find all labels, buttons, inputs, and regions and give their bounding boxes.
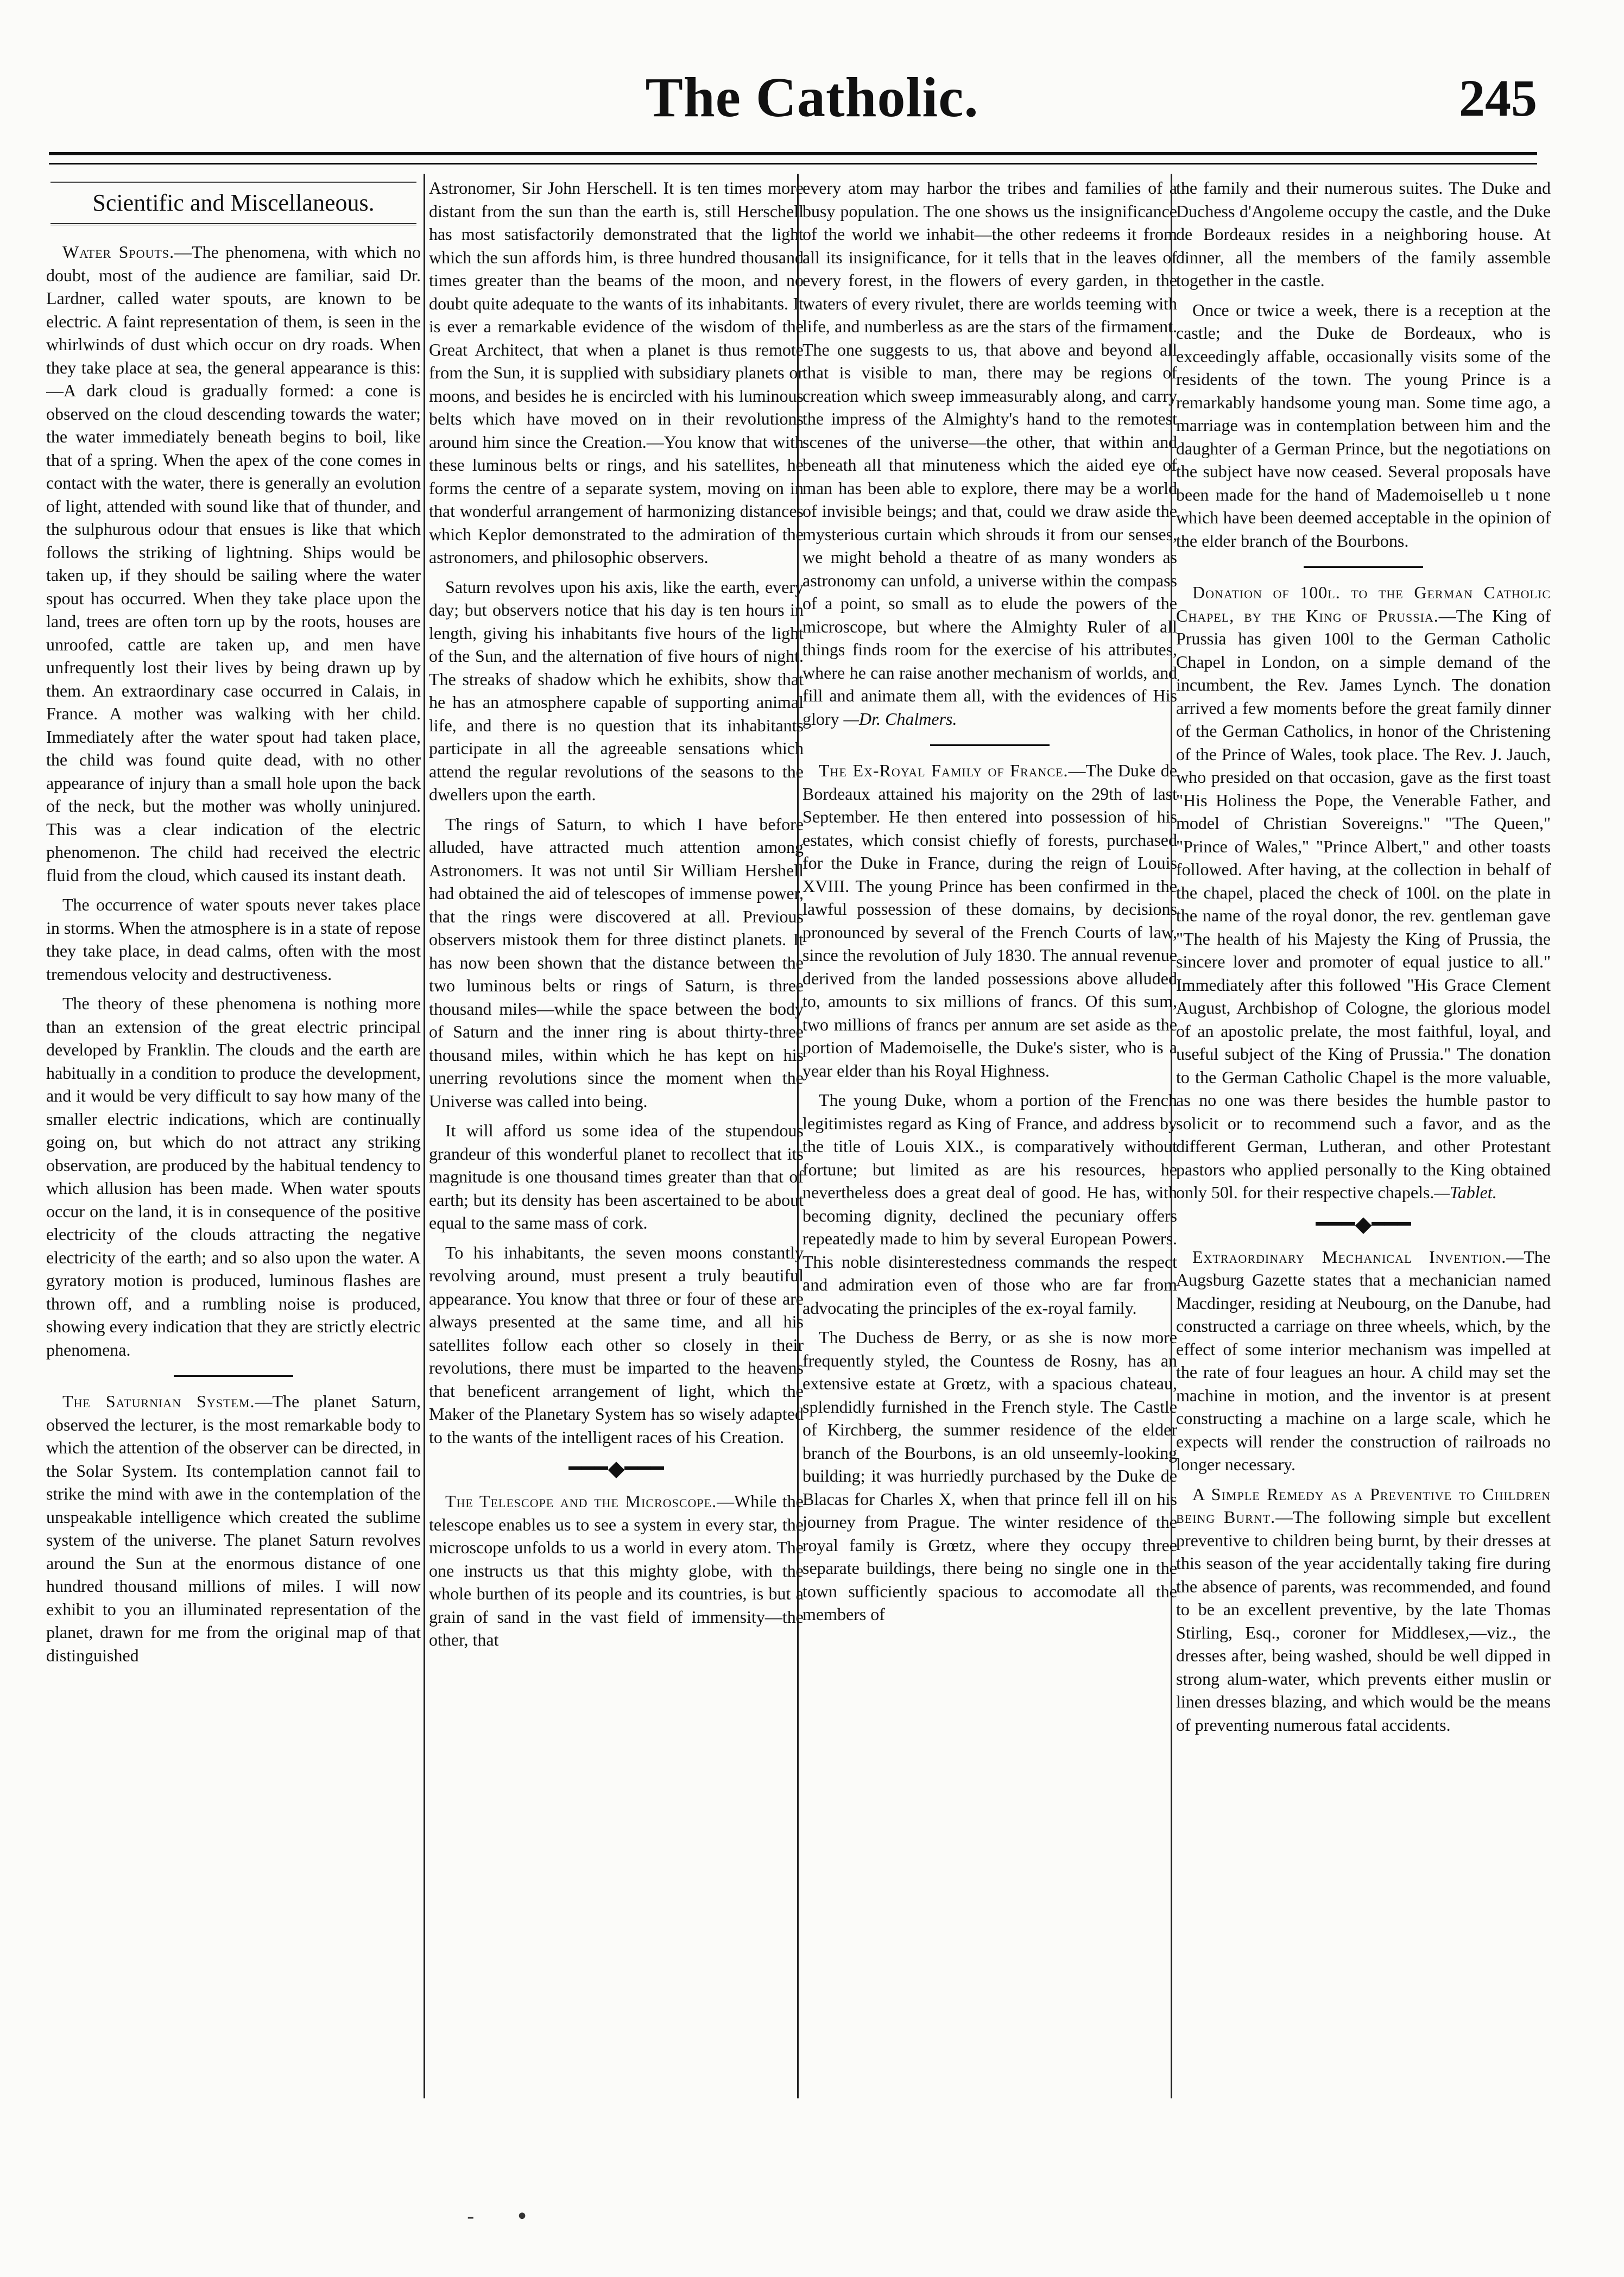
article-heading: Water Spouts. (62, 242, 175, 262)
article-text: —The phenomena, with which no doubt, most of the audience are familiar, said Dr. Lardner, called water spouts, are known to be electric. A faint representation of them, is seen in the whirlwinds of dust which occur on dry roads. When they take place at sea, the general appearance is this:—A dark cloud is gradually formed: a cone is observed on the cloud descending towards the water; the water immediately beneath begins to boil, like that of a spring. When the apex of the cone comes in contact with the water, there is generally an evolution of light, attended with sound like that of thunder, and the sulphurous odour that ensues is like that which follows the striking of lightning. Ships would be taken up, if they should be sailing where the water spout has occurred. When they take place upon the land, trees are often torn up by the roots, houses are unroofed, cattle are taken up, and men have unfrequently lost their lives by being drawn up by them. An extraordinary case occurred in Calais, in France. A mother was walking with her child. Immediately after the water spout had taken place, the child was found quite dead, with no other appearance of injury than a small hole upon the back of the neck, but the mother was wholly uninjured. This was a clear indication of the electric phenomenon. The child had received the electric fluid from the cloud, which caused its instant death. (46, 242, 421, 885)
paragraph: It will afford us some idea of the stupendous grandeur of this wonderful planet to recollect that its magnitude is one thousand times greater than that of earth; but its density has been ascertained to be about equal to the same mass of cork. (429, 1121, 804, 1232)
paragraph: Saturn revolves upon his axis, like the earth, every day; but observers notice that his day is ten hours in length, giving his inhabitants five hours of the light of the Sun, and the alternation of five hours of night. The streaks of shadow which he exhibits, show that he has an atmosphere capable of supporting animal life, and there is no question that its inhabitants participate in all the agreeable sensations which attend the regular revolutions of the seasons to the dwellers upon the earth. (429, 577, 804, 804)
column-3 (802, 176, 1177, 2093)
attribution: —Dr. Chalmers. (843, 709, 957, 729)
paragraph: Once or twice a week, there is a reception at the castle; and the Duke de Bordeaux, who is exceedingly affable, occasionally visits some of the residents of the town. The young Prince is a remarkably handsome young man. Some time ago, a marriage was in contemplation between him and the daughter of a German Prince, but the negotiations on the subject have now ceased. Several proposals have been made for the hand of Mademoiselleb u t none which have been deemed acceptable in the opinion of the elder branch of the Bourbons. (1176, 300, 1551, 551)
attribution: —Tablet. (1434, 1182, 1497, 1202)
article-text: every atom may harbor the tribes and families of a busy population. The one shows us the insignificance of the world we inhabit—the other redeems it from all its insignificance, for it tells that in the leaves of every forest, in the flowers of every garden, in the waters of every rivulet, there are worlds teeming with life, and numberless as are the stars of the firmament. The one suggests to us, that above and beyond all that is visible to man, there may be regions of creation which sweep immeasurably along, and carry the impress of the Almighty's hand to the remotest scenes of the universe—the other, that within and beneath all that minuteness which the aided eye of man has been able to explore, there may be a world of invisible beings; and that, could we draw aside the mysterious curtain which shrouds it from our senses, we might behold a theatre of as many wonders as astronomy can unfold, a universe within the compass of a point, so small as to elude the powers of the microscope, but where the Almighty Ruler of all things finds room for the exercise of his attributes, where he can raise another mechanism of worlds, and fill and animate them all, with the evidences of His glory (802, 178, 1177, 729)
article-mechanical-invention (1176, 1245, 1551, 1476)
article-divider (930, 744, 1050, 746)
ornament-divider: ━━━◆━━━ (1316, 1211, 1411, 1236)
article-heading: The Ex-Royal Family of France. (819, 761, 1069, 780)
ornament-divider: ━━━◆━━━ (568, 1456, 664, 1481)
column-1 (46, 176, 421, 2093)
column-rule (424, 174, 425, 2098)
article-heading: The Telescope and the Microscope. (445, 1491, 717, 1511)
article-divider (174, 1375, 293, 1377)
article-divider (1304, 566, 1423, 568)
article-heading: Extraordinary Mechanical Invention. (1192, 1247, 1507, 1267)
paragraph: The rings of Saturn, to which I have before alluded, have attracted much attention among Astronomers. It was not until Sir William Hershell had obtained the aid of telescopes of immense power, that the rings were discovered at all. Previous observers mistook them for three distinct planets. It has now been shown that the distance between the two luminous belts or rings of Saturn, is three thousand miles—while the space between the body of Saturn and the inner ring is about thirty-three thousand miles, within which he has kept on his unerring revolutions since the moment when the Universe was called into being. (429, 814, 804, 1111)
paragraph: The Duchess de Berry, or as she is now more frequently styled, the Countess de Rosny, has an extensive estate at Grœtz, with a spacious chateau, splendidly furnished in the French style. The Castle of Kirchberg, the summer residence of the elder branch of the Bourbons, is an old unseemly-looking building; it was hurriedly purchased by the Duke de Blacas for Charles X, when that prince fell ill on his journey from Prague. The winter residence of the royal family is Grœtz, where they occupy three separate buildings, there being no single one in the town sufficiently spacious to accomodate all the members of (802, 1327, 1177, 1624)
article-heading: A Simple Remedy as a Preventive to Children being Burnt. (1176, 1484, 1551, 1527)
article-text: —While the telescope enables us to see a system in every star, the microscope unfolds to us a world in every atom. The one instructs us that this mighty globe, with the whole burthen of its people and its countries, is but a grain of sand in the vast field of immensity—the other, that (429, 1491, 804, 1649)
article-donation (1176, 581, 1551, 1204)
article-ex-royal-family (802, 759, 1177, 1082)
paragraph: The young Duke, whom a portion of the French legitimistes regard as King of France, and address by the title of Louis XIX., is comparatively without fortune; but limited as are his resources, he nevertheless does a great deal of good. He has, with becoming dignity, declined the pecuniary offers repeatedly made to him by several European Powers. This noble disinterestedness commands the respect and admiration even of those who are far from advocating the principles of the ex-royal family. (802, 1090, 1177, 1318)
column-4 (1176, 176, 1551, 2093)
page-number: 245 (1459, 69, 1537, 127)
article-saturnian-system (46, 1390, 421, 1667)
page-title: The Catholic. (645, 66, 979, 129)
column-2 (429, 176, 804, 2093)
article-heading: Donation of 100l. to the German Catholic Chapel, by the King of Prussia. (1176, 583, 1551, 625)
print-specks: - • (467, 2204, 529, 2229)
article-text: —The planet Saturn, observed the lecturer, is the most remarkable body to which the attention of the observer can be directed, in the Solar System. Its contemplation cannot fail to strike the mind with awe in the contemplation of the unspeakable intelligence which created the sublime system of the universe. The planet Saturn revolves around the Sun at the enormous distance of one hundred thousand millions of miles. I will now exhibit to you an illuminated representation of the planet, drawn for me from the original map of that distinguished (46, 1392, 421, 1665)
article-text: —The Augsburg Gazette states that a mechanician named Macdinger, residing at Neubourg, on the Danube, had constructed a carriage on three wheels, which, by the effect of some interior mechanism was impelled at the rate of four leagues an hour. A child may set the machine in motion, and the inventor is at present constructing a machine on a large scale, which he expects will render the construction of railroads no longer necessary. (1176, 1247, 1551, 1474)
paragraph: the family and their numerous suites. The Duke and Duchess d'Angoleme occupy the castle, and the Duke de Bordeaux resides in a neighboring house. At dinner, all the members of the family assemble together in the castle. (1176, 178, 1551, 290)
section-heading: Scientific and Miscellaneous. (50, 181, 416, 225)
article-heading: The Saturnian System. (62, 1392, 255, 1411)
article-text: —The following simple but excellent preventive to children being burnt, by their dresses at this season of the year accidentally taking fire during the absence of parents, was recommended, and found to be an excellent preventive, by the late Thomas Stirling, Esq., coroner for Middlesex,—viz., the dresses after, being washed, should be well dipped in strong alum-water, which prevents either muslin or linen dresses blazing, and which would be the means of preventing numerous fatal accidents. (1176, 1507, 1551, 1735)
article-simple-remedy (1176, 1483, 1551, 1737)
article-telescope-microscope (429, 1490, 804, 1652)
paragraph (802, 176, 1177, 730)
header-rule (49, 152, 1537, 165)
paragraph: To his inhabitants, the seven moons constantly revolving around, must present a truly beautiful appearance. You know that three or four of these are always presented at the same time, and all his satellites follow each other so closely in their revolutions, there must be imparted to the heavens that beneficent arrangement of light, which the Maker of the Planetary System has so wisely adapted to the wants of the intelligent races of his Creation. (429, 1242, 804, 1447)
article-text: —The King of Prussia has given 100l to the German Catholic Chapel in London, on a simple demand of the incumbent, the Rev. James Lynch. The donation arrived a few moments before the great family dinner of the German Catholics, in honor of the Christening of the Prince of Wales, took place. The Rev. J. Jauch, who presided on that occasion, gave as the first toast "His Holiness the Pope, the Venerable Father, and model of Christian Sovereigns." "The Queen," "Prince of Wales," "Prince Albert," and other toasts followed. After having, at the collection in behalf of the chapel, placed the check of 100l. on the plate in the name of the royal donor, the rev. gentleman gave "The health of his Majesty the King of Prussia, the sincere lover and promoter of equal justice to all." Immediately after this followed "His Grace Clement August, Archbishop of Cologne, the glorious model of an apostolic prelate, the most faithful, loyal, and useful subject of the King of Prussia." The donation to the German Catholic Chapel is the more valuable, as no one was there besides the humble pastor to solicit or to recommend such a favor, and as the different German, Lutheran, and other Protestant pastors who applied personally to the King obtained only 50l. for their respective chapels. (1176, 605, 1551, 1202)
paragraph: Astronomer, Sir John Herschell. It is ten times more distant from the sun than the earth is, still Herschell has most satisfactorily demonstrated that the light which the sun affords him, is three hundred thousand times greater than the beams of the moon, and no doubt quite adequate to the wants of its inhabitants. It is ever a remarkable evidence of the wisdom of the Great Architect, that when a planet is thus remote from the Sun, it is supplied with subsidiary planets or moons, and besides he is encircled with his luminous belts which have moved on in their revolutions around him since the Creation.—You know that with these luminous belts or rings, and his satellites, he forms the centre of a separate system, moving on in that wonderful arrangement of harmonizing distances which Keplor demonstrated to the admiration of the astronomers, and philosophic observers. (429, 178, 804, 567)
article-water-spouts (46, 241, 421, 887)
article-text: —The Duke de Bordeaux attained his majority on the 29th of last September. He then entered into possession of his estates, which consist chiefly of forests, purchased for the Duke in France, during the reign of Louis XVIII. The young Prince has been confirmed in the lawful possession of these domains, by decisions pronounced by several of the French Courts of law, since the revolution of July 1830. The annual revenue derived from the landed possessions above alluded to, amounts to six millions of francs. Of this sum, two millions of francs per annum are set aside as the portion of Mademoiselle, the Duke's sister, who is a year elder than his Royal Highness. (802, 761, 1177, 1080)
paragraph: The theory of these phenomena is nothing more than an extension of the great electric principal developed by Franklin. The clouds and the earth are habitually in a condition to produce the development, and it would be very difficult to say how many of the smaller electric indications, which are continually going on, but which do not attract any striking observation, are produced by the habitual tendency to which allusion has been made. When water spouts occur on the land, it is in consequence of the positive electricity of the clouds attracting the negative electricity of the earth; and so also upon the water. A gyratory motion is produced, luminous flashes are thrown off, and a rumbling noise is produced, showing every indication that they are strictly electric phenomena. (46, 994, 421, 1359)
paragraph: The occurrence of water spouts never takes place in storms. When the atmosphere is in a state of repose they take place, in dead calms, often with the most tremendous velocity and destructiveness. (46, 895, 421, 984)
